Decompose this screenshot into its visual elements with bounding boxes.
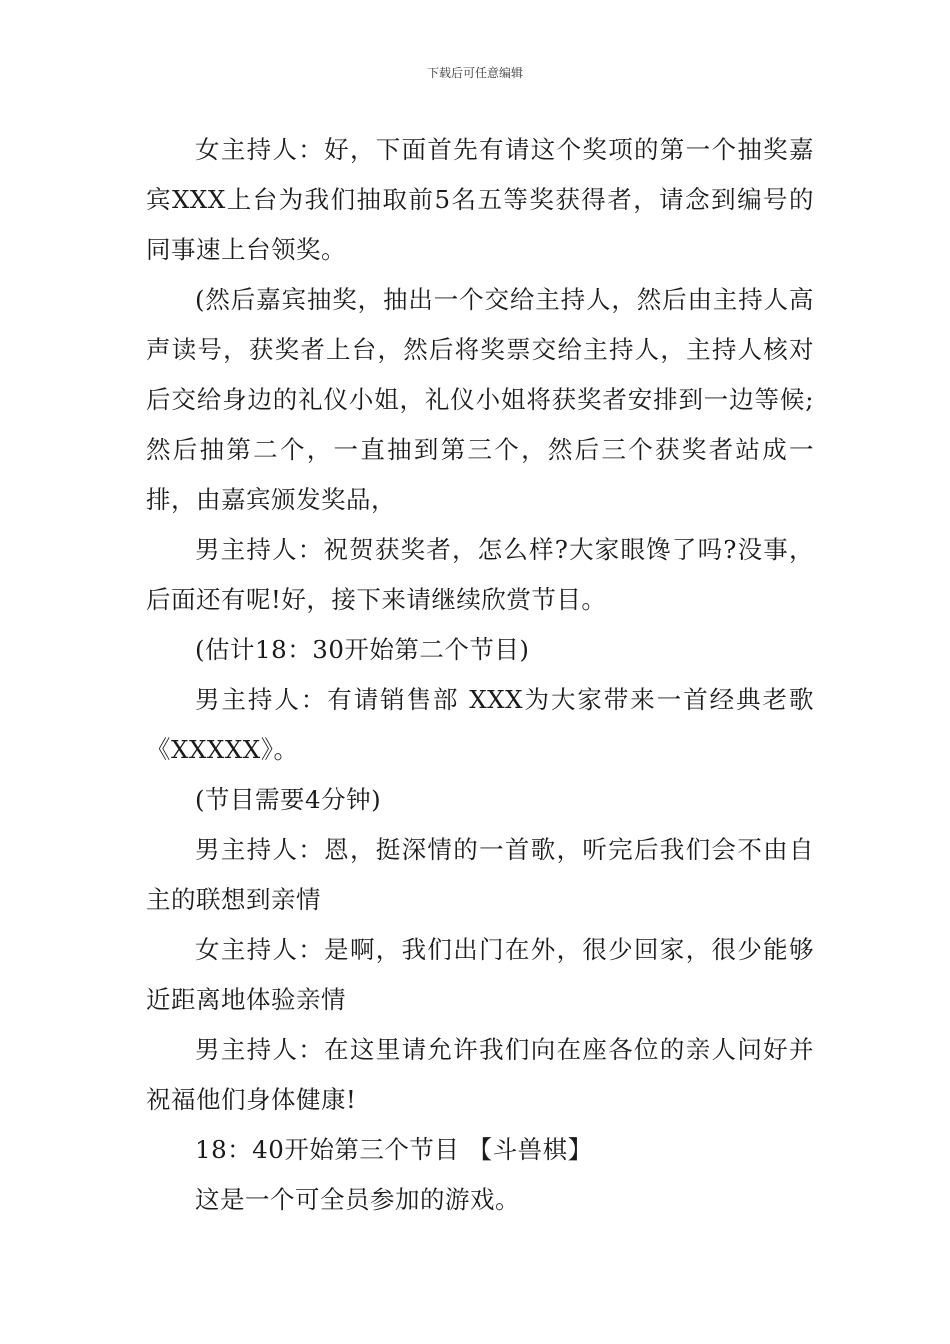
paragraph: 男主持人：在这里请允许我们向在座各位的亲人问好并祝福他们身体健康!: [146, 1035, 814, 1114]
paragraph: (节目需要4分钟): [195, 785, 382, 814]
paragraph: 男主持人：祝贺获奖者，怎么样?大家眼馋了吗?没事，后面还有呢!好，接下来请继续欣赏节目。: [146, 535, 814, 614]
paragraph: 18：40开始第三个节目 【斗兽棋】: [195, 1135, 593, 1164]
paragraph: 男主持人：有请销售部 XXX为大家带来一首经典老歌《XXXXX》。: [146, 685, 814, 764]
paragraph: 这是一个可全员参加的游戏。: [195, 1185, 520, 1214]
page-header: 下载后可任意编辑: [426, 66, 523, 80]
paragraph: 男主持人：恩，挺深情的一首歌，听完后我们会不由自主的联想到亲情: [146, 835, 814, 914]
paragraph: (然后嘉宾抽奖，抽出一个交给主持人，然后由主持人高声读号，获奖者上台，然后将奖票交给主持人，主持人核对后交给身边的礼仪小姐，礼仪小姐将获奖者安排到一边等候;然后抽第二个，一直抽到第三个，然后三个获奖者站成一排，由嘉宾颁发奖品，: [146, 285, 814, 514]
paragraph: 女主持人：好，下面首先有请这个奖项的第一个抽奖嘉宾XXX上台为我们抽取前5名五等奖获得者，请念到编号的同事速上台领奖。: [146, 135, 814, 264]
paragraph: (估计18：30开始第二个节目): [195, 635, 530, 664]
document-body: [146, 125, 814, 1225]
paragraph: 女主持人：是啊，我们出门在外，很少回家，很少能够近距离地体验亲情: [146, 935, 814, 1014]
